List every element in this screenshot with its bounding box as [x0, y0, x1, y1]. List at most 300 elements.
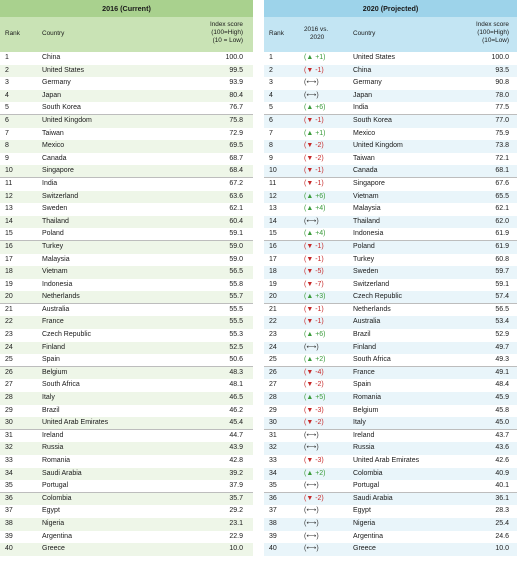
rank-cell: 20 [5, 293, 13, 301]
country-cell: South Korea [353, 116, 392, 124]
table-row [264, 77, 517, 90]
rank-cell: 8 [269, 142, 273, 150]
score-cell: 36.1 [495, 494, 509, 502]
table-row [0, 115, 253, 128]
change-cell: (▲ +6) [304, 192, 326, 200]
country-cell: India [353, 104, 369, 112]
table-row [0, 442, 253, 455]
score-cell: 100.0 [225, 54, 243, 61]
rank-cell: 20 [269, 293, 277, 301]
score-cell: 49.3 [495, 356, 509, 364]
table-row [0, 304, 253, 317]
country-cell: Poland [42, 230, 64, 238]
rank-cell: 19 [5, 280, 13, 288]
table-row [0, 367, 253, 380]
table-row [0, 493, 253, 506]
change-cell: (▲ +6) [304, 331, 326, 339]
header-change-line1: 2016 vs. [304, 26, 329, 33]
header-country: Country [42, 30, 65, 37]
score-cell: 39.2 [229, 469, 243, 477]
score-cell: 55.5 [229, 305, 243, 313]
country-cell: Netherlands [353, 305, 391, 313]
rank-cell: 10 [269, 167, 277, 175]
score-cell: 77.5 [495, 104, 509, 112]
country-cell: Brazil [42, 406, 60, 414]
country-cell: Russia [353, 444, 375, 452]
country-cell: Argentina [353, 532, 383, 540]
table-row [264, 102, 517, 115]
score-cell: 37.9 [229, 482, 243, 490]
country-cell: Finland [42, 343, 65, 351]
change-cell: (▼ -1) [304, 66, 324, 74]
score-cell: 55.3 [229, 331, 243, 339]
country-cell: Switzerland [42, 192, 79, 200]
country-cell: Thailand [42, 217, 69, 225]
table-row [264, 241, 517, 254]
table-row [0, 430, 253, 443]
table-row [264, 379, 517, 392]
score-cell: 62.0 [495, 217, 509, 225]
change-cell: (⟷) [304, 217, 319, 225]
score-cell: 40.1 [495, 482, 509, 490]
table-row [0, 316, 253, 329]
country-cell: Poland [353, 242, 375, 250]
rank-cell: 3 [5, 79, 9, 87]
score-cell: 42.8 [229, 457, 243, 464]
country-cell: Germany [353, 79, 382, 87]
country-cell: Germany [42, 79, 71, 87]
change-cell: (⟷) [304, 91, 319, 99]
rank-cell: 35 [269, 482, 277, 490]
country-cell: Japan [42, 91, 62, 99]
table-row [264, 65, 517, 78]
country-cell: Taiwan [353, 154, 375, 162]
rank-cell: 22 [269, 318, 277, 326]
table-row [264, 316, 517, 329]
score-cell: 48.1 [229, 381, 243, 389]
change-cell: (▼ -2) [304, 494, 324, 502]
rank-cell: 32 [5, 444, 13, 452]
change-cell: (▲ +2) [304, 469, 326, 477]
change-cell: (⟷) [304, 519, 319, 527]
table-row [264, 304, 517, 317]
rank-cell: 21 [5, 305, 13, 313]
change-cell: (▲ +5) [304, 394, 326, 402]
country-cell: Romania [42, 457, 71, 464]
score-cell: 46.5 [229, 394, 243, 402]
country-cell: Egypt [42, 507, 60, 515]
table-row [264, 417, 517, 430]
change-cell: (⟷) [304, 431, 319, 439]
country-cell: Argentina [42, 532, 72, 540]
country-cell: China [42, 54, 61, 61]
rank-cell: 31 [5, 431, 13, 439]
table-row [0, 52, 253, 65]
table-row [0, 216, 253, 229]
rank-cell: 3 [269, 79, 273, 87]
change-cell: (⟷) [304, 444, 319, 452]
rank-cell: 11 [269, 179, 277, 187]
country-cell: Saudi Arabia [353, 494, 393, 502]
score-cell: 49.7 [495, 343, 509, 351]
country-cell: Portugal [353, 482, 380, 490]
table-title-2016: 2016 (Current) [0, 0, 253, 17]
score-cell: 63.6 [229, 192, 243, 200]
score-cell: 29.2 [229, 507, 243, 515]
rank-cell: 28 [5, 394, 13, 402]
country-cell: South Africa [42, 381, 80, 389]
country-cell: Netherlands [42, 293, 80, 301]
rank-cell: 11 [5, 179, 13, 187]
table-row [264, 367, 517, 380]
change-cell: (▲ +6) [304, 104, 326, 112]
country-cell: Greece [353, 545, 376, 553]
rank-cell: 29 [269, 406, 277, 414]
score-cell: 57.4 [495, 293, 509, 301]
change-cell: (▼ -7) [304, 280, 324, 288]
table-row [0, 128, 253, 141]
rank-cell: 34 [5, 469, 13, 477]
rank-cell: 9 [5, 154, 9, 162]
rank-cell: 12 [269, 192, 277, 200]
table-row [0, 543, 253, 556]
country-cell: Spain [353, 381, 371, 389]
table-row [264, 430, 517, 443]
country-cell: Malaysia [353, 205, 381, 213]
table-row [0, 191, 253, 204]
score-cell: 65.5 [495, 192, 509, 200]
table-row [264, 405, 517, 418]
country-cell: Romania [353, 394, 382, 402]
score-cell: 73.8 [495, 142, 509, 150]
country-cell: France [353, 368, 375, 376]
score-cell: 90.8 [495, 79, 509, 87]
change-cell: (▲ +2) [304, 356, 326, 364]
table-row [0, 329, 253, 342]
rank-cell: 6 [5, 116, 9, 124]
country-cell: Mexico [353, 129, 376, 137]
score-cell: 43.7 [495, 431, 509, 439]
country-cell: Czech Republic [353, 293, 403, 301]
table-row [0, 379, 253, 392]
table-row [0, 468, 253, 481]
score-cell: 78.0 [495, 91, 509, 99]
header-country: Country [353, 30, 376, 37]
change-cell: (▼ -2) [304, 142, 324, 150]
header-score-line3: (10=Low) [482, 37, 509, 44]
table-title-2020: 2020 (Projected) [264, 0, 517, 17]
country-cell: Thailand [353, 217, 380, 225]
country-cell: Italy [353, 419, 366, 427]
table-row [264, 505, 517, 518]
score-cell: 62.1 [495, 205, 509, 213]
rank-cell: 5 [5, 104, 9, 112]
change-cell: (▼ -1) [304, 167, 324, 175]
rank-cell: 7 [269, 129, 273, 137]
score-cell: 55.8 [229, 280, 243, 288]
table-row [264, 543, 517, 556]
table-row [264, 153, 517, 166]
score-cell: 35.7 [229, 494, 243, 502]
table-row [264, 90, 517, 103]
rank-cell: 27 [269, 381, 277, 389]
rank-cell: 4 [269, 91, 273, 99]
table-row [0, 102, 253, 115]
rank-cell: 15 [5, 230, 13, 238]
country-cell: Saudi Arabia [42, 469, 82, 477]
country-cell: Taiwan [42, 129, 64, 137]
change-cell: (▼ -1) [304, 242, 324, 250]
score-cell: 59.0 [229, 242, 243, 250]
change-cell: (▼ -3) [304, 406, 324, 414]
score-cell: 60.8 [495, 255, 509, 263]
change-cell: (▼ -1) [304, 179, 324, 187]
country-cell: Singapore [42, 167, 74, 175]
score-cell: 55.7 [229, 293, 243, 301]
score-cell: 75.9 [495, 129, 509, 137]
table-row [264, 165, 517, 178]
rank-cell: 14 [5, 217, 13, 225]
table-body-2020 [264, 52, 517, 556]
country-cell: France [42, 318, 64, 326]
rank-cell: 37 [5, 507, 13, 515]
country-cell: Egypt [353, 507, 371, 515]
table-2016 [0, 0, 253, 556]
score-cell: 69.5 [229, 142, 243, 150]
rank-cell: 28 [269, 394, 277, 402]
header-rank: Rank [5, 30, 20, 37]
rank-cell: 1 [269, 54, 273, 61]
table-row [0, 165, 253, 178]
header-score-line1: Index score [475, 21, 509, 28]
score-cell: 67.6 [495, 179, 509, 187]
country-cell: Turkey [353, 255, 375, 263]
score-cell: 10.0 [229, 545, 243, 553]
score-cell: 45.9 [495, 394, 509, 402]
score-cell: 56.5 [495, 305, 509, 313]
country-cell: Nigeria [42, 519, 65, 527]
rank-cell: 8 [5, 142, 9, 150]
score-cell: 60.4 [229, 217, 243, 225]
rank-cell: 37 [269, 507, 277, 515]
change-cell: (▲ +1) [304, 54, 326, 61]
rank-cell: 22 [5, 318, 13, 326]
rank-cell: 38 [269, 519, 277, 527]
table-row [0, 153, 253, 166]
country-cell: Vietnam [353, 192, 379, 200]
rank-cell: 39 [269, 532, 277, 540]
rank-cell: 17 [269, 255, 277, 263]
table-row [0, 505, 253, 518]
country-cell: Colombia [353, 469, 383, 477]
table-header-2016 [0, 17, 253, 52]
country-cell: Nigeria [353, 519, 376, 527]
table-row [264, 354, 517, 367]
score-cell: 93.5 [495, 66, 509, 74]
country-cell: Czech Republic [42, 331, 92, 339]
change-cell: (▼ -3) [304, 457, 324, 464]
table-row [264, 279, 517, 292]
change-cell: (⟷) [304, 482, 319, 490]
rank-cell: 6 [269, 116, 273, 124]
rank-cell: 2 [269, 66, 273, 74]
score-cell: 43.6 [495, 444, 509, 452]
country-cell: Canada [353, 167, 378, 175]
rank-cell: 17 [5, 255, 13, 263]
country-cell: South Africa [353, 356, 391, 364]
rank-cell: 2 [5, 66, 9, 74]
score-cell: 23.1 [229, 519, 243, 527]
score-cell: 56.5 [229, 268, 243, 276]
change-cell: (⟷) [304, 545, 319, 553]
score-cell: 42.6 [495, 457, 509, 464]
table-row [0, 405, 253, 418]
rank-cell: 25 [269, 356, 277, 364]
table-row [264, 203, 517, 216]
table-row [264, 128, 517, 141]
header-score-line3: (10 = Low) [212, 37, 243, 44]
score-cell: 50.6 [229, 356, 243, 364]
header-score-line2: (100=High) [477, 29, 509, 36]
change-cell: (▼ -2) [304, 154, 324, 162]
country-cell: United States [353, 54, 396, 61]
score-cell: 59.0 [229, 255, 243, 263]
table-row [0, 266, 253, 279]
score-cell: 48.3 [229, 368, 243, 376]
score-cell: 49.1 [495, 368, 509, 376]
country-cell: Singapore [353, 179, 385, 187]
rank-cell: 15 [269, 230, 277, 238]
country-cell: United Arab Emirates [42, 419, 109, 427]
rank-cell: 35 [5, 482, 13, 490]
rank-cell: 23 [269, 331, 277, 339]
rank-cell: 21 [269, 305, 277, 313]
score-cell: 75.8 [229, 116, 243, 124]
table-row [0, 140, 253, 153]
country-cell: Australia [42, 305, 70, 313]
table-row [264, 329, 517, 342]
table-row [0, 65, 253, 78]
table-row [264, 480, 517, 493]
score-cell: 22.9 [229, 532, 243, 540]
score-cell: 80.4 [229, 91, 243, 99]
score-cell: 68.7 [229, 154, 243, 162]
score-cell: 45.8 [495, 406, 509, 414]
table-row [264, 392, 517, 405]
change-cell: (▲ +4) [304, 230, 326, 238]
table-row [264, 52, 517, 65]
score-cell: 45.0 [495, 419, 509, 427]
table-row [0, 254, 253, 267]
rank-cell: 36 [269, 494, 277, 502]
table-row [264, 442, 517, 455]
score-cell: 67.2 [229, 179, 243, 187]
country-cell: Ireland [353, 431, 375, 439]
rank-cell: 29 [5, 406, 13, 414]
score-cell: 48.4 [495, 381, 509, 389]
score-cell: 46.2 [229, 406, 243, 414]
country-cell: Finland [353, 343, 376, 351]
country-cell: Greece [42, 545, 65, 553]
header-rank: Rank [269, 30, 284, 37]
score-cell: 68.1 [495, 167, 509, 175]
score-cell: 53.4 [495, 318, 509, 326]
score-cell: 44.7 [229, 431, 243, 439]
table-row [0, 241, 253, 254]
country-cell: Sweden [353, 268, 379, 276]
country-cell: United Kingdom [353, 142, 403, 150]
score-cell: 59.1 [229, 230, 243, 238]
table-row [264, 228, 517, 241]
change-cell: (▲ +4) [304, 205, 326, 213]
score-cell: 59.7 [495, 268, 509, 276]
score-cell: 93.9 [229, 79, 243, 87]
country-cell: United Kingdom [42, 116, 92, 124]
rank-cell: 16 [5, 242, 13, 250]
country-cell: Switzerland [353, 280, 390, 288]
score-cell: 59.1 [495, 280, 509, 288]
table-row [0, 203, 253, 216]
country-cell: Sweden [42, 205, 68, 213]
score-cell: 100.0 [491, 54, 509, 61]
rank-cell: 40 [5, 545, 13, 553]
table-row [264, 455, 517, 468]
change-cell: (▼ -1) [304, 305, 324, 313]
rank-cell: 5 [269, 104, 273, 112]
change-cell: (▼ -1) [304, 255, 324, 263]
rank-cell: 32 [269, 444, 277, 452]
rank-cell: 38 [5, 519, 13, 527]
table-row [0, 455, 253, 468]
score-cell: 52.5 [229, 343, 243, 351]
change-cell: (▼ -2) [304, 419, 324, 427]
rank-cell: 13 [269, 205, 277, 213]
score-cell: 24.6 [495, 532, 509, 540]
rank-cell: 4 [5, 91, 9, 99]
change-cell: (▼ -1) [304, 318, 324, 326]
score-cell: 25.4 [495, 519, 509, 527]
country-cell: Indonesia [353, 230, 384, 238]
country-cell: China [353, 66, 372, 74]
table-row [264, 493, 517, 506]
rank-cell: 26 [5, 368, 13, 376]
score-cell: 43.9 [229, 444, 243, 452]
rank-cell: 27 [5, 381, 13, 389]
rank-cell: 33 [269, 457, 277, 464]
score-cell: 72.1 [495, 154, 509, 162]
rank-cell: 7 [5, 129, 9, 137]
country-cell: Brazil [353, 331, 371, 339]
score-cell: 55.5 [229, 318, 243, 326]
table-row [0, 531, 253, 544]
score-cell: 45.4 [229, 419, 243, 427]
country-cell: Australia [353, 318, 381, 326]
country-cell: Indonesia [42, 280, 73, 288]
rank-cell: 19 [269, 280, 277, 288]
rank-cell: 1 [5, 54, 9, 61]
rank-cell: 13 [5, 205, 13, 213]
country-cell: Japan [353, 91, 373, 99]
country-cell: Portugal [42, 482, 69, 490]
score-cell: 99.5 [229, 66, 243, 74]
rank-cell: 18 [269, 268, 277, 276]
country-cell: Belgium [42, 368, 68, 376]
table-row [264, 216, 517, 229]
table-row [264, 115, 517, 128]
table-row [264, 531, 517, 544]
rank-cell: 30 [269, 419, 277, 427]
rank-cell: 12 [5, 192, 13, 200]
